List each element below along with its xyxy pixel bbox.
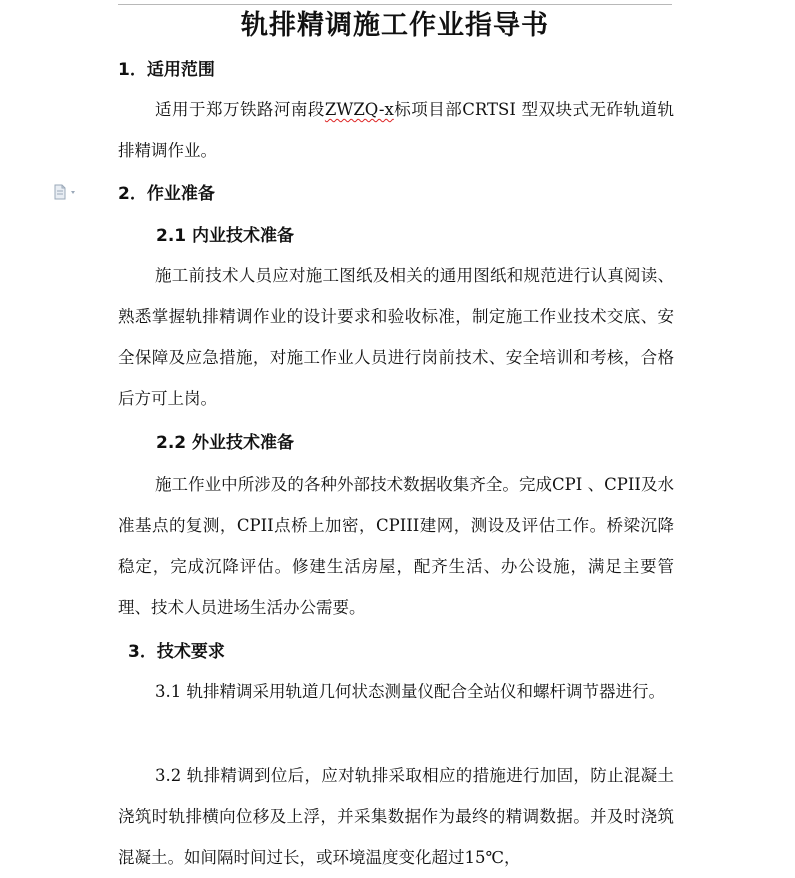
section-2-2-heading: 2.2 外业技术准备 (156, 433, 295, 453)
page-top-border (118, 4, 672, 5)
section-3-item-2: 3.2 轨排精调到位后，应对轨排采取相应的措施进行加固，防止混凝土浇筑时轨排横向位移及上浮，并采集数据作为最终的精调数据。并及时浇筑混凝土。如间隔时间过长，或环境温度变化超过15℃， (118, 766, 674, 867)
spellcheck-flagged-code[interactable]: ZWZQ-x (324, 100, 394, 119)
section-2-2-paragraph: 施工作业中所涉及的各种外部技术数据收集齐全。完成CPI 、CPII及水准基点的复测，CPII点桥上加密，CPIII建网，测设及评估工作。桥梁沉降稳定，完成沉降评估。修建生活房屋，配齐生活、办公设施，满足主要管理、技术人员进场生活办公需要。 (118, 475, 674, 617)
section-1-paragraph (118, 89, 674, 171)
section-2-1-paragraph: 施工前技术人员应对施工图纸及相关的通用图纸和规范进行认真阅读、熟悉掌握轨排精调作业的设计要求和验收标准，制定施工作业技术交底、安全保障及应急措施，对施工作业人员进行岗前技术、安全培训和考核，合格后方可上岗。 (118, 266, 674, 408)
section-2-heading: 2．作业准备 (118, 184, 215, 204)
document-note-icon[interactable] (53, 184, 81, 200)
section-1-text-suffix: 标项目部CRTSI 型双块式无砟轨道轨排精调作业。 (118, 100, 674, 160)
section-2-1-heading: 2.1 内业技术准备 (156, 226, 295, 246)
section-3-heading: 3．技术要求 (128, 642, 225, 662)
section-1-heading: 1．适用范围 (118, 60, 215, 80)
section-3-item-1: 3.1 轨排精调采用轨道几何状态测量仪配合全站仪和螺杆调节器进行。 (155, 682, 665, 701)
chevron-down-icon (71, 191, 75, 194)
document-title: 轨排精调施工作业指导书 (241, 10, 549, 41)
section-1-text-prefix: 适用于郑万铁路河南段 (155, 100, 325, 119)
